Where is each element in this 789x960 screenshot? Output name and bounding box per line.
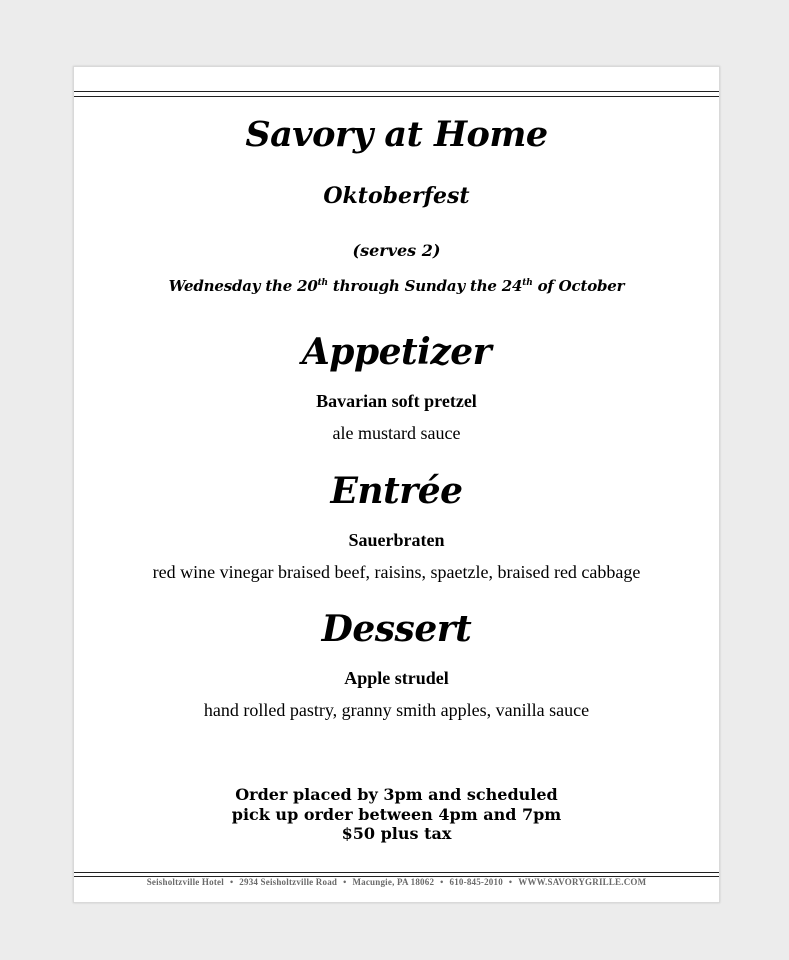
footer-separator: • xyxy=(508,877,513,887)
dish-name-appetizer: Bavarian soft pretzel xyxy=(316,391,477,411)
dish-name-dessert: Apple strudel xyxy=(344,668,449,688)
section-heading-dessert: Dessert xyxy=(321,608,472,650)
footer-rule-top xyxy=(74,872,719,873)
menu-page xyxy=(73,66,720,903)
dates-part-3: of October xyxy=(532,277,625,295)
dish-name-entree: Sauerbraten xyxy=(348,530,445,550)
menu-subtitle: Oktoberfest xyxy=(323,183,470,209)
footer-contact xyxy=(74,877,719,887)
dates-superscript-1: th xyxy=(317,278,328,288)
dish-description-appetizer: ale mustard sauce xyxy=(332,423,461,443)
footer-address: 2934 Seisholtzville Road xyxy=(239,877,338,887)
availability-dates xyxy=(74,277,719,295)
dish-description-dessert: hand rolled pastry, granny smith apples, vanilla sauce xyxy=(203,700,590,720)
footer-city: Macungie, PA 18062 xyxy=(352,877,435,887)
footer-phone: 610-845-2010 xyxy=(449,877,503,887)
order-price: $50 plus tax xyxy=(341,824,452,843)
serves-note: (serves 2) xyxy=(352,241,441,260)
footer-separator: • xyxy=(229,877,234,887)
footer-venue-name: Seisholtzville Hotel xyxy=(146,877,224,887)
order-info xyxy=(74,785,719,844)
section-heading-entree: Entrée xyxy=(330,470,463,512)
footer-separator: • xyxy=(343,877,347,887)
order-line-1: Order placed by 3pm and scheduled xyxy=(235,785,558,804)
order-line-2: pick up order between 4pm and 7pm xyxy=(231,804,562,824)
menu-title: Savory at Home xyxy=(245,114,548,155)
footer-separator: • xyxy=(440,877,444,887)
header-rule-top xyxy=(74,91,719,92)
dish-description-entree: red wine vinegar braised beef, raisins, spaetzle, braised red cabbage xyxy=(152,562,641,582)
header-rule-bottom xyxy=(74,96,719,97)
footer-website: WWW.SAVORYGRILLE.COM xyxy=(518,877,647,887)
dates-superscript-2: th xyxy=(522,278,533,288)
section-heading-appetizer: Appetizer xyxy=(301,331,492,373)
dates-part-1: Wednesday the 20 xyxy=(168,277,318,295)
dates-part-2: through Sunday the 24 xyxy=(327,277,523,295)
